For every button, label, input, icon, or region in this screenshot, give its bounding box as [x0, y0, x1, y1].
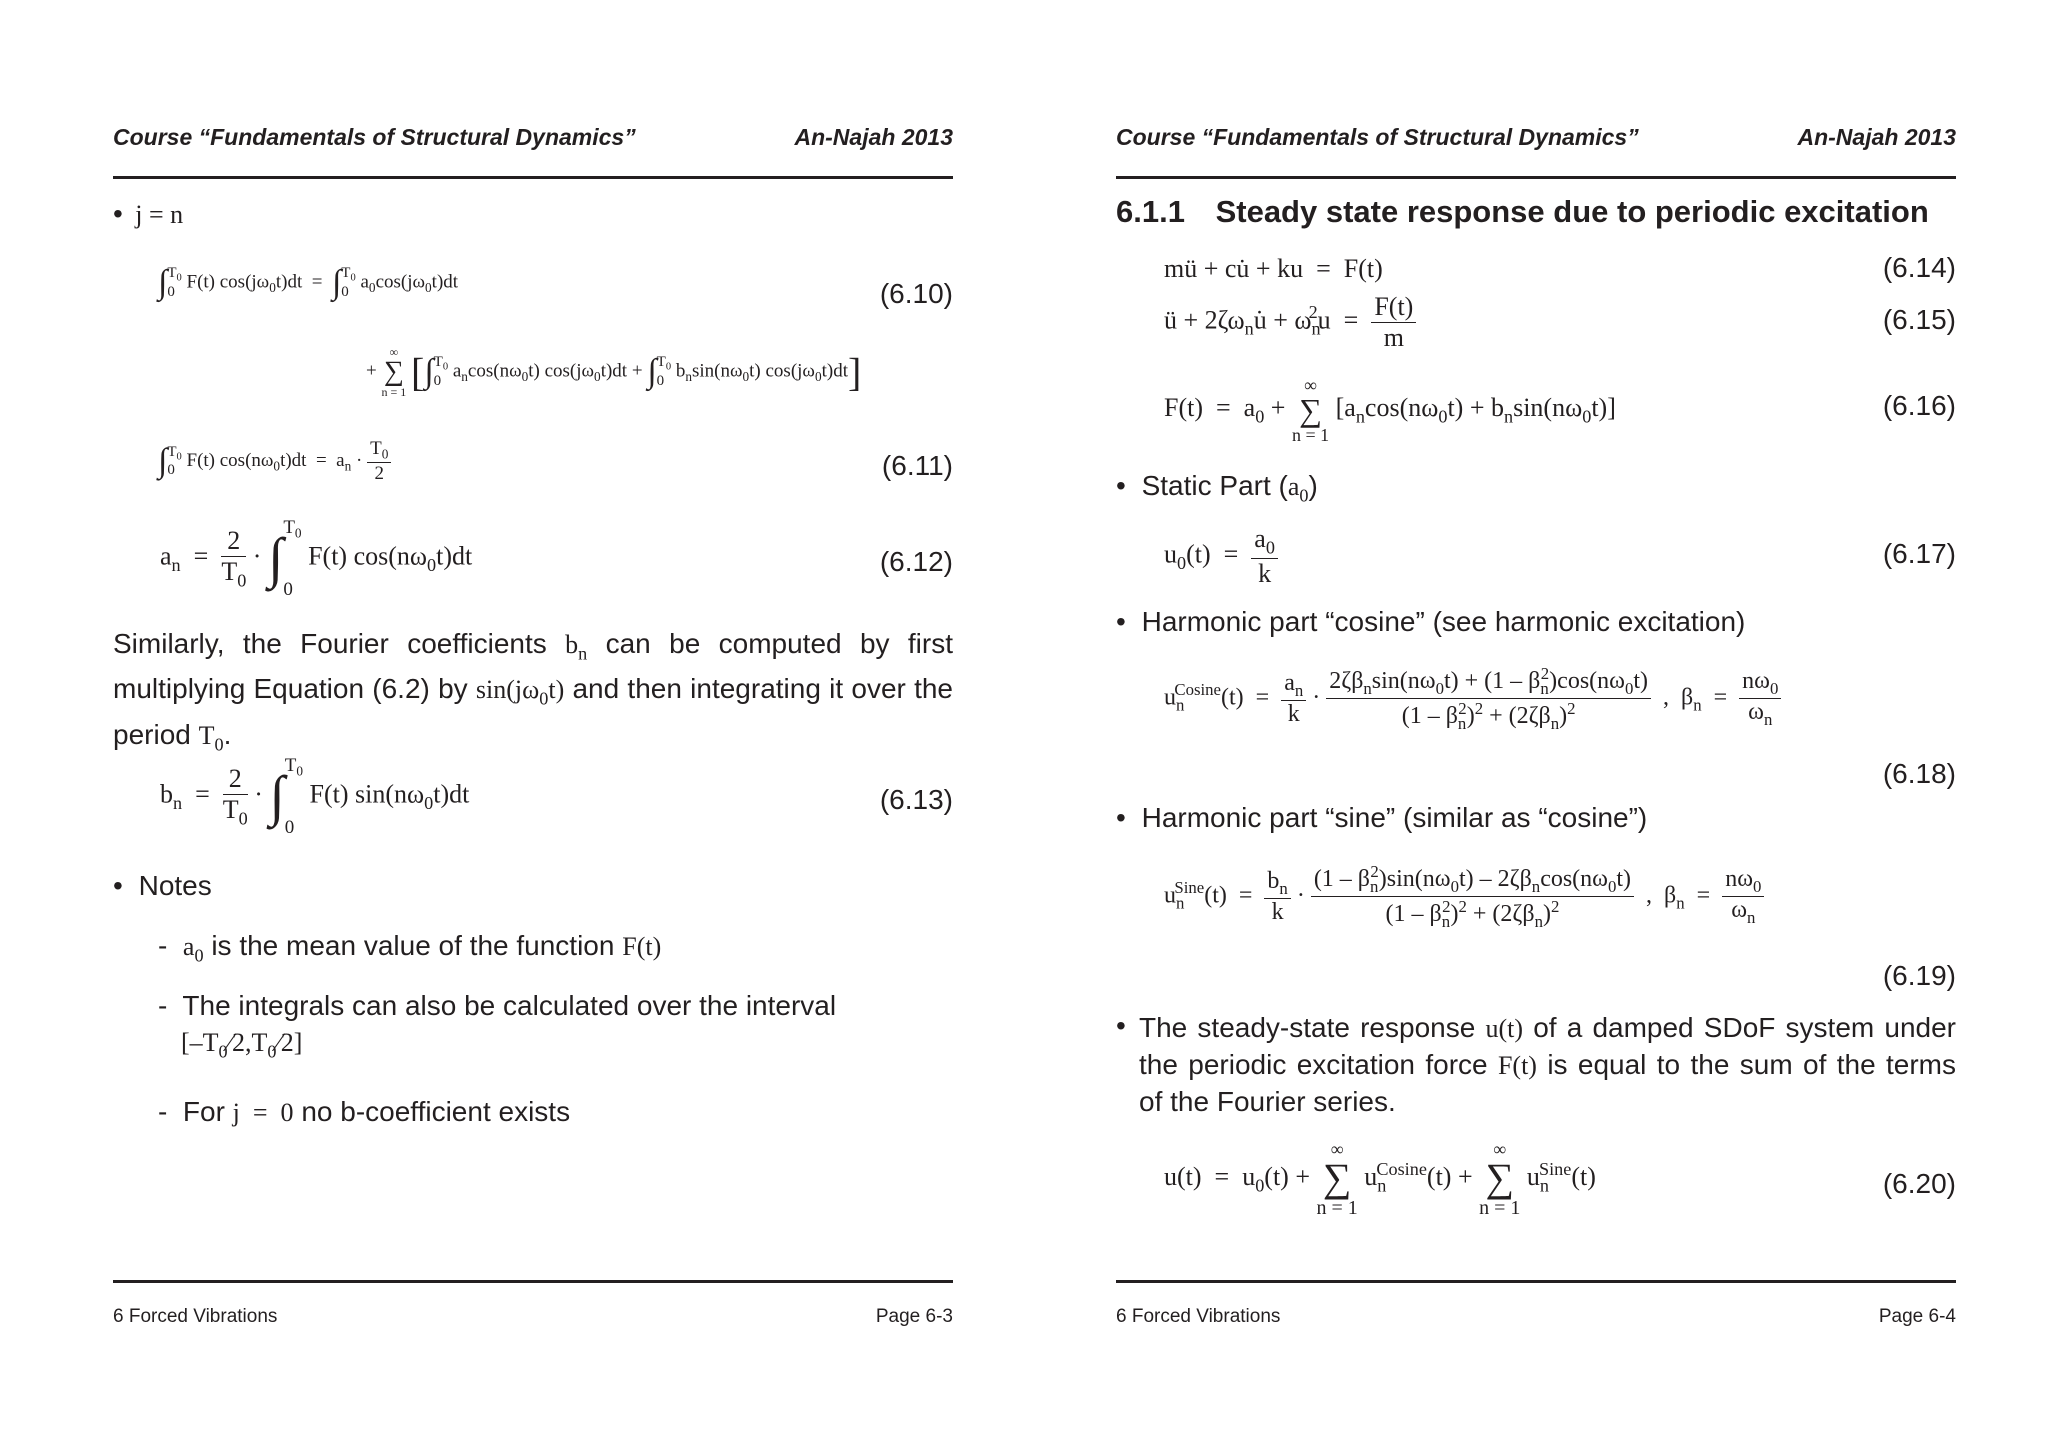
header-rule	[113, 176, 953, 179]
equation-number-6-19: (6.19)	[1882, 960, 1956, 991]
footer-rule	[113, 1280, 953, 1283]
note3-pre: For	[182, 1096, 225, 1127]
formula-6-12: $a_n$ = $\frac{2}{T_0}$ · ∫ $T_0$ 0 F(t) $\cos(n\omega_0t)dt$	[160, 517, 473, 600]
formula-6-15: ü + $2\zeta\omega_nu̇ + \omega_n^2u$ = $\frac{F(t)}{m}$	[1164, 292, 1416, 353]
equation-number-6-14: (6.14)	[1882, 252, 1956, 283]
bullet-static-part: • Static Part $(a_0)$	[1116, 470, 1318, 506]
formula-6-14: mü + cu̇ + ku = F(t)	[1164, 254, 1383, 283]
header-institution: An-Najah 2013	[794, 124, 953, 150]
page-header	[1116, 124, 1956, 158]
bullet-harmonic-sine: • Harmonic part “sine” (similar as “cosine”)	[1116, 802, 1648, 833]
notes-title: Notes	[138, 870, 212, 901]
formula-6-11: ∫ $T_0$ 0 F(t) $\cos(n\omega_0t)dt = a_n$ · $\frac{T_0}{2}$	[158, 438, 391, 485]
page-6-3	[113, 0, 953, 1448]
harmonic-cosine-label: Harmonic part “cosine” (see harmonic excitation)	[1141, 606, 1746, 637]
formula-6-18: $u_n^{Cosine}(t)$ = $\frac{a_n}{k}$ · $\frac{2\zeta\beta_n\sin(n\omega_0t) + (1 - \beta_n^2)\cos(n\omega_0t)}{(1 - \beta_n^2)^2 + (2\zeta\beta_n)^2}$ , $\beta_n$ = $\frac{n\omega_0}{\omega_n}$	[1164, 664, 1781, 734]
section-heading	[1116, 194, 1929, 230]
footer-chapter: 6 Forced Vibrations	[113, 1306, 278, 1327]
bullet-harmonic-cosine: • Harmonic part “cosine” (see harmonic excitation)	[1116, 606, 1746, 637]
static-part-label: Static Part	[1141, 470, 1271, 501]
footer-rule	[1116, 1280, 1956, 1283]
bullet-j-equals-n: • j = n	[113, 198, 184, 229]
header-course: Course “Fundamentals of Structural Dynamics”	[1116, 124, 1639, 150]
equation-number-6-11: (6.11)	[881, 450, 953, 481]
steady-state-paragraph: The steady-state response u(t) of a damped SDoF system under the periodic excitation force F(t) is equal to the sum of the terms of the Fourier series.	[1139, 1012, 1956, 1117]
formula-6-10-line1: ∫ $T_0$ 0 F(t) $\cos(j\omega_0t)dt$ = ∫ $T_0$ 0 $a_0\cos(j\omega_0t)dt$	[158, 264, 459, 301]
formula-6-17: $u_0(t)$ = $\frac{a_0}{k}$	[1164, 524, 1278, 589]
formula-6-13: $b_n$ = $\frac{2}{T_0}$ · ∫ $T_0$ 0 F(t) $\sin(n\omega_0t)dt$	[160, 755, 470, 838]
equation-number-6-20: (6.20)	[1882, 1168, 1956, 1199]
para-similarly-part1: Similarly, the Fourier coefficients	[113, 628, 547, 659]
equation-number-6-18: (6.18)	[1882, 758, 1956, 789]
equation-number-6-16: (6.16)	[1882, 390, 1956, 421]
para-similarly-part2: can be computed by first multiplying Equation (6.2) by	[113, 628, 954, 705]
equation-number-6-13: (6.13)	[879, 784, 953, 815]
formula-6-20: $u(t) = u_0(t)$ + ∞ ∑ n = 1 $u_n^{Cosine}(t)$ + ∞ ∑ n = 1 $u_n^{Sine}(t)$	[1164, 1139, 1596, 1219]
note-interval: - The integrals can also be calculated over the interval	[158, 990, 837, 1021]
interval-formula: $[-T_0⁄2,T_0⁄2]$	[181, 1028, 303, 1062]
para-similarly-part3: and then integrating it over the period	[113, 673, 954, 750]
paragraph-fourier-b-coefficients: Similarly, the Fourier coefficients $b_n$ can be computed by first multiplying Equation (6.2) by $\sin(j\omega_0t)$ and then integrating it over the period $T_0$.	[113, 628, 954, 755]
page-6-4	[1116, 0, 1956, 1448]
equation-number-6-17: (6.17)	[1882, 538, 1956, 569]
steady-part1: The steady-state response	[1139, 1012, 1476, 1043]
equation-number-6-12: (6.12)	[879, 546, 953, 577]
note2-text: The integrals can also be calculated over the interval	[182, 990, 837, 1021]
section-number: 6.1.1	[1116, 194, 1185, 229]
footer-chapter: 6 Forced Vibrations	[1116, 1306, 1281, 1327]
harmonic-sine-label: Harmonic part “sine” (similar as “cosine”)	[1141, 802, 1648, 833]
page-header	[113, 124, 953, 158]
j-equals-n-formula: j = n	[135, 200, 184, 229]
section-title: Steady state response due to periodic excitation	[1215, 194, 1929, 229]
steady-part3: is equal to the sum of the terms of the Fourier series.	[1139, 1049, 1956, 1117]
formula-6-19: $u_n^{Sine}(t)$ = $\frac{b_n}{k}$ · $\frac{(1 - \beta_n^2)\sin(n\omega_0t) - 2\zeta\beta_n\cos(n\omega_0t)}{(1 - \beta_n^2)^2 + (2\zeta\beta_n)^2}$ , $\beta_n$ = $\frac{n\omega_0}{\omega_n}$	[1164, 862, 1764, 932]
formula-6-16: $F(t) = a_0$ + ∞ ∑ n = 1 $[a_n\cos(n\omega_0t) + b_n\sin(n\omega_0t)]$	[1164, 375, 1616, 445]
note3-post: no b-coefficient exists	[301, 1096, 571, 1127]
bullet-steady-state: • The steady-state response u(t) of a damped SDoF system under the periodic excitation force F(t) is equal to the sum of the terms of the Fourier series.	[1116, 1010, 1956, 1120]
header-institution: An-Najah 2013	[1797, 124, 1956, 150]
note1-text: is the mean value of the function	[211, 930, 615, 961]
bullet-notes: • Notes	[113, 870, 212, 901]
header-rule	[1116, 176, 1956, 179]
equation-number-6-10: (6.10)	[879, 278, 953, 309]
steady-part2: of a damped SDoF system under the periodic excitation force	[1139, 1012, 1956, 1080]
equation-number-6-15: (6.15)	[1882, 304, 1956, 335]
footer-page-number: Page 6-4	[1878, 1306, 1956, 1327]
formula-6-10-line2: + ∞ ∑ n = 1 [∫ $T_0$ 0 $a_n\cos(n\omega_0t) \cos(j\omega_0t)dt$ + ∫ $T_0$ 0 $b_n\sin(n\omega_0t)$ $\cos(j\omega_0t)dt$]	[366, 345, 862, 399]
footer-page-number: Page 6-3	[875, 1306, 953, 1327]
note-j-zero: - For j = 0 no b-coefficient exists	[158, 1096, 571, 1127]
note-mean-value: - $a_0$ is the mean value of the function F(t)	[158, 930, 662, 966]
header-course: Course “Fundamentals of Structural Dynamics”	[113, 124, 636, 150]
